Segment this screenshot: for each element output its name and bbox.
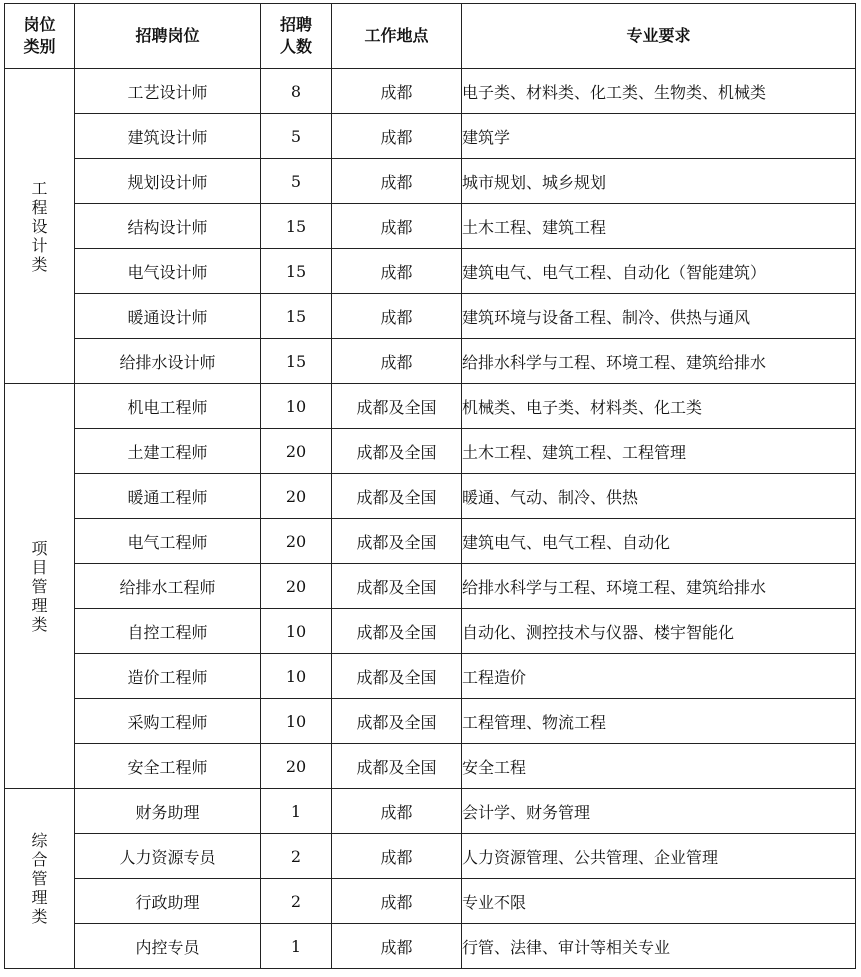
major-cell: 城市规划、城乡规划	[462, 159, 856, 204]
header-position: 招聘岗位	[75, 4, 261, 69]
table-row	[5, 159, 856, 204]
position-cell: 人力资源专员	[75, 834, 261, 879]
table-row	[5, 699, 856, 744]
location-cell: 成都	[332, 69, 462, 114]
major-cell: 土木工程、建筑工程	[462, 204, 856, 249]
count-cell: 1	[261, 924, 332, 969]
major-cell: 工程造价	[462, 654, 856, 699]
category-cell	[5, 384, 75, 789]
location-cell: 成都	[332, 879, 462, 924]
count-cell: 15	[261, 339, 332, 384]
table-row	[5, 834, 856, 879]
location-cell: 成都	[332, 294, 462, 339]
major-cell: 人力资源管理、公共管理、企业管理	[462, 834, 856, 879]
position-cell: 自控工程师	[75, 609, 261, 654]
location-cell: 成都及全国	[332, 474, 462, 519]
major-cell: 工程管理、物流工程	[462, 699, 856, 744]
major-cell: 机械类、电子类、材料类、化工类	[462, 384, 856, 429]
position-cell: 土建工程师	[75, 429, 261, 474]
major-cell: 自动化、测控技术与仪器、楼宇智能化	[462, 609, 856, 654]
table-row	[5, 114, 856, 159]
location-cell: 成都及全国	[332, 429, 462, 474]
location-cell: 成都	[332, 924, 462, 969]
position-cell: 工艺设计师	[75, 69, 261, 114]
header-row	[5, 4, 856, 69]
position-cell: 安全工程师	[75, 744, 261, 789]
major-cell: 建筑环境与设备工程、制冷、供热与通风	[462, 294, 856, 339]
table-row	[5, 654, 856, 699]
table-row	[5, 609, 856, 654]
count-cell: 1	[261, 789, 332, 834]
count-cell: 20	[261, 519, 332, 564]
location-cell: 成都	[332, 249, 462, 294]
position-cell: 造价工程师	[75, 654, 261, 699]
position-cell: 机电工程师	[75, 384, 261, 429]
location-cell: 成都及全国	[332, 699, 462, 744]
location-cell: 成都及全国	[332, 564, 462, 609]
position-cell: 内控专员	[75, 924, 261, 969]
table-row	[5, 924, 856, 969]
table-row	[5, 789, 856, 834]
location-cell: 成都	[332, 159, 462, 204]
table-row	[5, 384, 856, 429]
location-cell: 成都及全国	[332, 744, 462, 789]
count-cell: 20	[261, 564, 332, 609]
position-cell: 建筑设计师	[75, 114, 261, 159]
count-cell: 8	[261, 69, 332, 114]
position-cell: 暖通工程师	[75, 474, 261, 519]
position-cell: 电气工程师	[75, 519, 261, 564]
major-cell: 给排水科学与工程、环境工程、建筑给排水	[462, 564, 856, 609]
count-cell: 20	[261, 429, 332, 474]
count-cell: 10	[261, 609, 332, 654]
major-cell: 建筑电气、电气工程、自动化（智能建筑）	[462, 249, 856, 294]
location-cell: 成都	[332, 834, 462, 879]
count-cell: 20	[261, 474, 332, 519]
table-row	[5, 249, 856, 294]
count-cell: 2	[261, 879, 332, 924]
table-row	[5, 564, 856, 609]
count-cell: 20	[261, 744, 332, 789]
major-cell: 电子类、材料类、化工类、生物类、机械类	[462, 69, 856, 114]
major-cell: 建筑电气、电气工程、自动化	[462, 519, 856, 564]
category-cell	[5, 69, 75, 384]
table-row	[5, 879, 856, 924]
count-cell: 10	[261, 654, 332, 699]
position-cell: 结构设计师	[75, 204, 261, 249]
table-row	[5, 474, 856, 519]
location-cell: 成都	[332, 789, 462, 834]
category-label: 项目管理类	[31, 538, 48, 634]
header-count: 招聘人数	[261, 4, 332, 69]
table-row	[5, 204, 856, 249]
count-cell: 5	[261, 114, 332, 159]
table-row	[5, 519, 856, 564]
table-row	[5, 429, 856, 474]
count-cell: 15	[261, 249, 332, 294]
header-major: 专业要求	[462, 4, 856, 69]
major-cell: 暖通、气动、制冷、供热	[462, 474, 856, 519]
category-label: 工程设计类	[31, 178, 48, 274]
location-cell: 成都	[332, 339, 462, 384]
major-cell: 专业不限	[462, 879, 856, 924]
position-cell: 财务助理	[75, 789, 261, 834]
header-category: 岗位类别	[5, 4, 75, 69]
location-cell: 成都及全国	[332, 384, 462, 429]
position-cell: 给排水工程师	[75, 564, 261, 609]
table-row	[5, 339, 856, 384]
category-label: 综合管理类	[31, 831, 48, 926]
major-cell: 给排水科学与工程、环境工程、建筑给排水	[462, 339, 856, 384]
position-cell: 行政助理	[75, 879, 261, 924]
position-cell: 规划设计师	[75, 159, 261, 204]
major-cell: 建筑学	[462, 114, 856, 159]
category-cell	[5, 789, 75, 969]
count-cell: 2	[261, 834, 332, 879]
location-cell: 成都	[332, 204, 462, 249]
major-cell: 会计学、财务管理	[462, 789, 856, 834]
count-cell: 15	[261, 294, 332, 339]
count-cell: 5	[261, 159, 332, 204]
major-cell: 安全工程	[462, 744, 856, 789]
count-cell: 10	[261, 699, 332, 744]
major-cell: 行管、法律、审计等相关专业	[462, 924, 856, 969]
header-location: 工作地点	[332, 4, 462, 69]
position-cell: 给排水设计师	[75, 339, 261, 384]
location-cell: 成都	[332, 114, 462, 159]
count-cell: 15	[261, 204, 332, 249]
location-cell: 成都及全国	[332, 654, 462, 699]
count-cell: 10	[261, 384, 332, 429]
location-cell: 成都及全国	[332, 519, 462, 564]
location-cell: 成都及全国	[332, 609, 462, 654]
position-cell: 电气设计师	[75, 249, 261, 294]
position-cell: 暖通设计师	[75, 294, 261, 339]
table-row	[5, 294, 856, 339]
position-cell: 采购工程师	[75, 699, 261, 744]
major-cell: 土木工程、建筑工程、工程管理	[462, 429, 856, 474]
table-row	[5, 744, 856, 789]
recruitment-table	[4, 3, 856, 969]
table-body	[5, 69, 856, 969]
table-row	[5, 69, 856, 114]
